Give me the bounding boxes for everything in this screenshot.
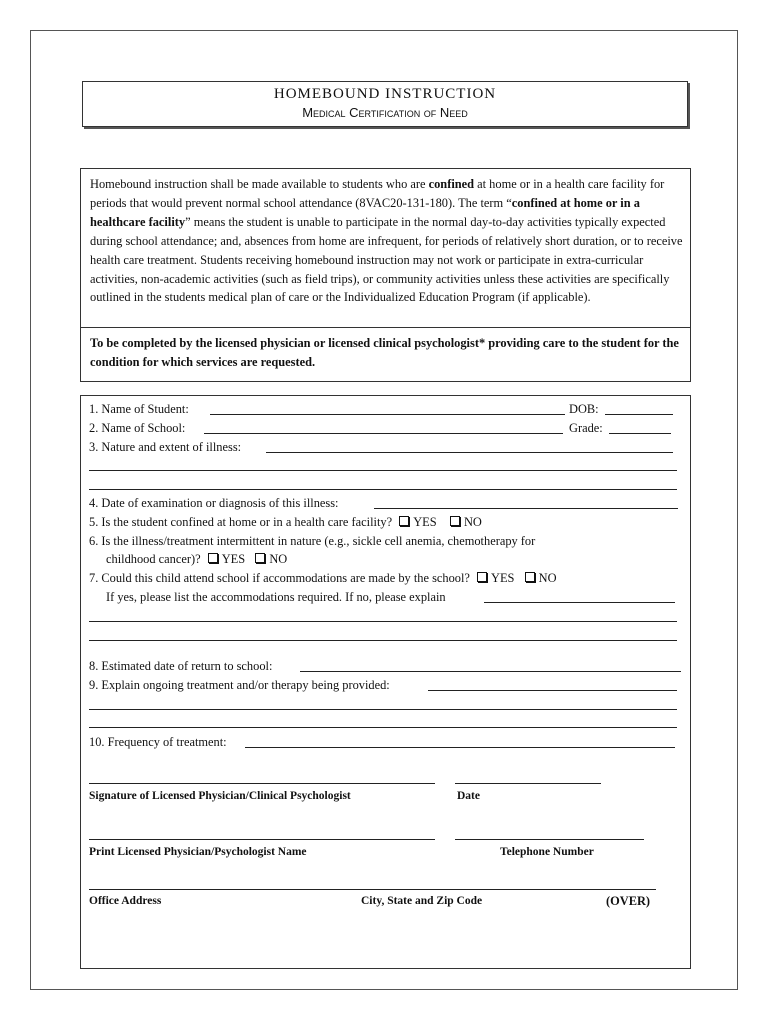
q5-no-label: NO (463, 515, 482, 529)
treatment-field-line-2[interactable] (89, 709, 677, 710)
title-box (82, 81, 688, 127)
intro-text-3: ” means the student is unable to participate in the normal day-to-day activities typically expected during school attendance; and, absences from home are infrequent, for periods of relatively short duration, or to receive health care treatment. Students receiving homebound instruction may not work or participate in extra-curricular activities, non-academic activities (such as field trips), or community activities unless these activities are specifically outlined in the students medical plan of care or the Individualized Education Program (if applicable). (90, 214, 683, 305)
office-address-label: Office Address (89, 895, 162, 907)
q7-no-checkbox[interactable] (525, 572, 535, 582)
telephone-label: Telephone Number (500, 846, 594, 858)
frequency-field[interactable] (245, 747, 675, 748)
signature-label: Signature of Licensed Physician/Clinical Psychologist (89, 790, 351, 802)
q7-explain-label: If yes, please list the accommodations required. If no, please explain (106, 590, 446, 604)
q8-label: 8. Estimated date of return to school: (89, 659, 273, 673)
telephone-field[interactable] (455, 839, 644, 840)
dob-field[interactable] (605, 414, 673, 415)
print-name-field[interactable] (89, 839, 435, 840)
treatment-field-line-3[interactable] (89, 727, 677, 728)
grade-label: Grade: (569, 421, 603, 435)
page-title: HOMEBOUND INSTRUCTION (273, 86, 497, 102)
print-name-label: Print Licensed Physician/Psychologist Name (89, 846, 307, 858)
grade-field[interactable] (609, 433, 671, 434)
intro-bold-confined: confined (428, 177, 475, 191)
student-name-field[interactable] (210, 414, 565, 415)
intro-paragraph (90, 175, 684, 307)
accommodations-field-line-3[interactable] (89, 640, 677, 641)
intro-text-2: at home or in a health care facility for periods that would prevent normal school attendance (8VAC20-131-180). The term “ (90, 177, 665, 210)
accommodations-field[interactable] (484, 602, 675, 603)
q5-label: 5. Is the student confined at home or in a health care facility? (89, 515, 393, 529)
treatment-field[interactable] (428, 690, 677, 691)
divider (81, 327, 690, 328)
q5-no-checkbox[interactable] (450, 516, 460, 526)
q1-label: 1. Name of Student: (89, 402, 189, 416)
date-label: Date (457, 790, 480, 802)
q9-label: 9. Explain ongoing treatment and/or therapy being provided: (89, 678, 390, 692)
return-date-field[interactable] (300, 671, 681, 672)
intro-text-1: Homebound instruction shall be made available to students who are (90, 177, 429, 191)
school-name-field[interactable] (204, 433, 563, 434)
q6-row (106, 552, 287, 567)
q6-no-checkbox[interactable] (255, 553, 265, 563)
q6-label-2: childhood cancer)? (106, 552, 201, 566)
q6-label: 6. Is the illness/treatment intermittent in nature (e.g., sickle cell anemia, chemotherapy for (89, 534, 536, 548)
q6-no-label: NO (269, 552, 288, 566)
q6-yes-checkbox[interactable] (208, 553, 218, 563)
q5-row (89, 515, 482, 530)
q2-label: 2. Name of School: (89, 421, 186, 435)
illness-field-line-2[interactable] (89, 470, 677, 471)
dob-label: DOB: (569, 402, 599, 416)
q7-no-label: NO (538, 571, 557, 585)
accommodations-field-line-2[interactable] (89, 621, 677, 622)
instruction-text: To be completed by the licensed physician or licensed clinical psychologist* providing care to the student for the condition for which services are requested. (90, 336, 679, 369)
page-subtitle: Medical Certification of Need (302, 105, 468, 120)
q7-label: 7. Could this child attend school if accommodations are made by the school? (89, 571, 470, 585)
q5-yes-label: YES (413, 515, 437, 529)
illness-field-line-3[interactable] (89, 489, 677, 490)
exam-date-field[interactable] (374, 508, 678, 509)
q7-yes-label: YES (491, 571, 515, 585)
q4-label: 4. Date of examination or diagnosis of this illness: (89, 496, 339, 510)
q6-yes-label: YES (221, 552, 246, 566)
office-address-field[interactable] (89, 889, 656, 890)
over-label: (OVER) (606, 894, 651, 908)
city-state-zip-label: City, State and Zip Code (361, 895, 483, 907)
date-field[interactable] (455, 783, 601, 784)
q7-yes-checkbox[interactable] (477, 572, 487, 582)
q3-label: 3. Nature and extent of illness: (89, 440, 242, 454)
signature-field[interactable] (89, 783, 435, 784)
q5-yes-checkbox[interactable] (399, 516, 409, 526)
intro-box (80, 168, 691, 382)
q10-label: 10. Frequency of treatment: (89, 735, 227, 749)
q7-row (89, 571, 557, 586)
illness-field[interactable] (266, 452, 673, 453)
intro-bold-definition: confined at home or in a healthcare facility (90, 195, 640, 229)
